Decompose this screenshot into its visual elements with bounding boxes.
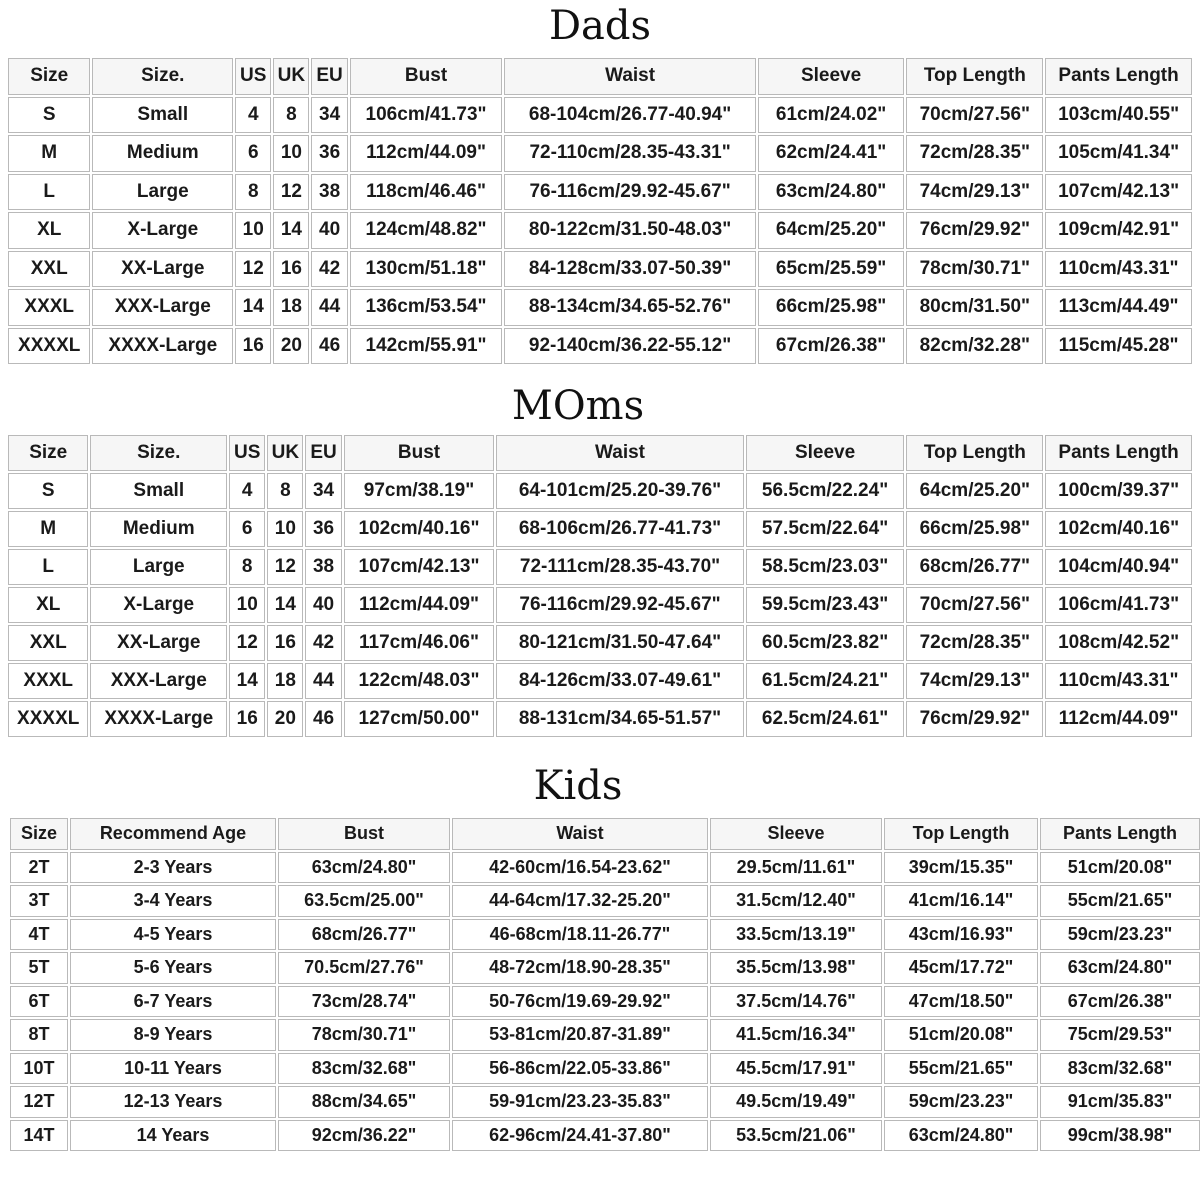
table-cell: 66cm/25.98"	[906, 511, 1043, 547]
table-cell: 66cm/25.98"	[758, 289, 905, 326]
table-row	[8, 289, 1192, 326]
table-cell: 63cm/24.80"	[1040, 952, 1200, 984]
table-cell: 6-7 Years	[70, 986, 276, 1018]
table-cell: 4T	[10, 919, 68, 951]
table-cell: 44	[311, 289, 347, 326]
column-header: Sleeve	[710, 818, 882, 850]
table-cell: 36	[305, 511, 341, 547]
table-cell: 16	[229, 701, 265, 737]
table-cell: 48-72cm/18.90-28.35"	[452, 952, 708, 984]
table-row	[10, 1120, 1200, 1152]
table-cell: 102cm/40.16"	[344, 511, 495, 547]
dads-title: Dads	[548, 3, 652, 49]
moms-size-table	[6, 433, 1194, 739]
table-cell: 14	[267, 587, 303, 623]
table-cell: X-Large	[92, 212, 233, 249]
table-cell: 8	[229, 549, 265, 585]
table-cell: 142cm/55.91"	[350, 328, 503, 365]
table-cell: Medium	[92, 135, 233, 172]
table-cell: X-Large	[90, 587, 227, 623]
table-cell: 76-116cm/29.92-45.67"	[496, 587, 743, 623]
table-cell: 43cm/16.93"	[884, 919, 1038, 951]
table-cell: XXX-Large	[92, 289, 233, 326]
table-cell: 10	[229, 587, 265, 623]
table-row	[10, 885, 1200, 917]
table-cell: 6	[235, 135, 271, 172]
table-cell: 68-104cm/26.77-40.94"	[504, 97, 755, 134]
table-cell: 44-64cm/17.32-25.20"	[452, 885, 708, 917]
column-header: Sleeve	[758, 58, 905, 95]
table-cell: 5T	[10, 952, 68, 984]
table-cell: XXXX-Large	[90, 701, 227, 737]
column-header: UK	[267, 435, 303, 471]
table-cell: 36	[311, 135, 347, 172]
table-cell: Small	[90, 473, 227, 509]
table-cell: 115cm/45.28"	[1045, 328, 1192, 365]
table-cell: 64cm/25.20"	[758, 212, 905, 249]
column-header: Top Length	[906, 435, 1043, 471]
table-cell: 72-110cm/28.35-43.31"	[504, 135, 755, 172]
table-row	[8, 549, 1192, 585]
table-cell: 106cm/41.73"	[350, 97, 503, 134]
table-cell: 63cm/24.80"	[278, 852, 450, 884]
table-cell: 110cm/43.31"	[1045, 663, 1192, 699]
table-cell: 46	[305, 701, 341, 737]
table-cell: 20	[273, 328, 309, 365]
table-cell: 55cm/21.65"	[1040, 885, 1200, 917]
table-cell: 12	[273, 174, 309, 211]
table-cell: 59cm/23.23"	[884, 1086, 1038, 1118]
table-cell: 63.5cm/25.00"	[278, 885, 450, 917]
table-cell: 88cm/34.65"	[278, 1086, 450, 1118]
table-cell: 118cm/46.46"	[350, 174, 503, 211]
table-cell: XL	[8, 587, 88, 623]
table-cell: 14	[235, 289, 271, 326]
table-cell: XXL	[8, 251, 90, 288]
table-row	[8, 174, 1192, 211]
table-cell: 38	[311, 174, 347, 211]
table-cell: M	[8, 511, 88, 547]
table-cell: 56-86cm/22.05-33.86"	[452, 1053, 708, 1085]
table-cell: 12T	[10, 1086, 68, 1118]
table-cell: 72-111cm/28.35-43.70"	[496, 549, 743, 585]
table-cell: 76-116cm/29.92-45.67"	[504, 174, 755, 211]
table-cell: 70cm/27.56"	[906, 587, 1043, 623]
table-cell: 88-134cm/34.65-52.76"	[504, 289, 755, 326]
table-cell: 99cm/38.98"	[1040, 1120, 1200, 1152]
table-cell: 5-6 Years	[70, 952, 276, 984]
table-cell: 3-4 Years	[70, 885, 276, 917]
table-cell: 8-9 Years	[70, 1019, 276, 1051]
column-header: Top Length	[906, 58, 1043, 95]
table-row	[8, 251, 1192, 288]
table-cell: 14	[273, 212, 309, 249]
table-row	[8, 701, 1192, 737]
table-cell: S	[8, 473, 88, 509]
table-cell: 70cm/27.56"	[906, 97, 1043, 134]
table-cell: 80-121cm/31.50-47.64"	[496, 625, 743, 661]
table-cell: XXX-Large	[90, 663, 227, 699]
table-cell: 74cm/29.13"	[906, 174, 1043, 211]
table-cell: 68cm/26.77"	[906, 549, 1043, 585]
table-cell: 59.5cm/23.43"	[746, 587, 905, 623]
table-cell: 102cm/40.16"	[1045, 511, 1192, 547]
table-cell: 110cm/43.31"	[1045, 251, 1192, 288]
table-cell: 68cm/26.77"	[278, 919, 450, 951]
table-cell: L	[8, 549, 88, 585]
table-cell: 50-76cm/19.69-29.92"	[452, 986, 708, 1018]
table-row	[10, 1019, 1200, 1051]
column-header: Bust	[344, 435, 495, 471]
table-cell: 122cm/48.03"	[344, 663, 495, 699]
moms-header-row	[8, 435, 1192, 471]
table-cell: XXXX-Large	[92, 328, 233, 365]
kids-size-table	[8, 816, 1200, 1153]
column-header: Size	[8, 435, 88, 471]
table-cell: 3T	[10, 885, 68, 917]
table-cell: 39cm/15.35"	[884, 852, 1038, 884]
table-cell: XX-Large	[90, 625, 227, 661]
table-row	[8, 473, 1192, 509]
table-cell: Medium	[90, 511, 227, 547]
table-cell: 82cm/32.28"	[906, 328, 1043, 365]
table-cell: 59cm/23.23"	[1040, 919, 1200, 951]
table-cell: 40	[311, 212, 347, 249]
table-cell: Large	[90, 549, 227, 585]
table-cell: 100cm/39.37"	[1045, 473, 1192, 509]
column-header: Size	[8, 58, 90, 95]
table-cell: 108cm/42.52"	[1045, 625, 1192, 661]
table-cell: 20	[267, 701, 303, 737]
table-row	[10, 1053, 1200, 1085]
table-cell: 72cm/28.35"	[906, 135, 1043, 172]
table-cell: 60.5cm/23.82"	[746, 625, 905, 661]
table-cell: 80-122cm/31.50-48.03"	[504, 212, 755, 249]
table-cell: 62cm/24.41"	[758, 135, 905, 172]
column-header: Recommend Age	[70, 818, 276, 850]
table-cell: 105cm/41.34"	[1045, 135, 1192, 172]
table-cell: 75cm/29.53"	[1040, 1019, 1200, 1051]
table-cell: 31.5cm/12.40"	[710, 885, 882, 917]
table-cell: 112cm/44.09"	[344, 587, 495, 623]
table-cell: 107cm/42.13"	[1045, 174, 1192, 211]
column-header: US	[229, 435, 265, 471]
table-cell: 91cm/35.83"	[1040, 1086, 1200, 1118]
table-cell: 14	[229, 663, 265, 699]
table-cell: 62-96cm/24.41-37.80"	[452, 1120, 708, 1152]
column-header: EU	[311, 58, 347, 95]
column-header: Pants Length	[1040, 818, 1200, 850]
column-header: Waist	[496, 435, 743, 471]
table-cell: 16	[235, 328, 271, 365]
table-cell: 112cm/44.09"	[350, 135, 503, 172]
table-cell: XXXL	[8, 289, 90, 326]
table-cell: 29.5cm/11.61"	[710, 852, 882, 884]
dads-size-table	[6, 56, 1194, 366]
table-cell: Small	[92, 97, 233, 134]
table-cell: 92cm/36.22"	[278, 1120, 450, 1152]
table-cell: 33.5cm/13.19"	[710, 919, 882, 951]
table-cell: 49.5cm/19.49"	[710, 1086, 882, 1118]
table-cell: 88-131cm/34.65-51.57"	[496, 701, 743, 737]
table-cell: 61cm/24.02"	[758, 97, 905, 134]
column-header: Bust	[278, 818, 450, 850]
column-header: EU	[305, 435, 341, 471]
column-header: Top Length	[884, 818, 1038, 850]
table-cell: 2-3 Years	[70, 852, 276, 884]
table-cell: 40	[305, 587, 341, 623]
table-row	[8, 625, 1192, 661]
table-cell: 46-68cm/18.11-26.77"	[452, 919, 708, 951]
column-header: Pants Length	[1045, 435, 1192, 471]
column-header: Size	[10, 818, 68, 850]
table-cell: 34	[305, 473, 341, 509]
table-cell: 4-5 Years	[70, 919, 276, 951]
table-row	[8, 212, 1192, 249]
table-cell: 107cm/42.13"	[344, 549, 495, 585]
table-cell: M	[8, 135, 90, 172]
table-cell: 38	[305, 549, 341, 585]
column-header: Sleeve	[746, 435, 905, 471]
table-row	[10, 986, 1200, 1018]
table-cell: 117cm/46.06"	[344, 625, 495, 661]
table-cell: 53.5cm/21.06"	[710, 1120, 882, 1152]
table-cell: 130cm/51.18"	[350, 251, 503, 288]
table-cell: 46	[311, 328, 347, 365]
table-row	[8, 511, 1192, 547]
table-cell: 41cm/16.14"	[884, 885, 1038, 917]
table-cell: XXL	[8, 625, 88, 661]
column-header: Pants Length	[1045, 58, 1192, 95]
table-row	[10, 919, 1200, 951]
table-row	[10, 1086, 1200, 1118]
table-cell: XXXXL	[8, 701, 88, 737]
table-cell: XL	[8, 212, 90, 249]
table-cell: 47cm/18.50"	[884, 986, 1038, 1018]
column-header: Waist	[452, 818, 708, 850]
column-header: US	[235, 58, 271, 95]
table-cell: 59-91cm/23.23-35.83"	[452, 1086, 708, 1118]
table-cell: 53-81cm/20.87-31.89"	[452, 1019, 708, 1051]
table-cell: 84-126cm/33.07-49.61"	[496, 663, 743, 699]
table-cell: L	[8, 174, 90, 211]
table-cell: 45.5cm/17.91"	[710, 1053, 882, 1085]
table-cell: 84-128cm/33.07-50.39"	[504, 251, 755, 288]
table-cell: 45cm/17.72"	[884, 952, 1038, 984]
table-cell: 12	[229, 625, 265, 661]
table-cell: 72cm/28.35"	[906, 625, 1043, 661]
table-cell: 62.5cm/24.61"	[746, 701, 905, 737]
table-cell: 127cm/50.00"	[344, 701, 495, 737]
table-cell: 83cm/32.68"	[1040, 1053, 1200, 1085]
table-cell: 109cm/42.91"	[1045, 212, 1192, 249]
table-cell: 4	[235, 97, 271, 134]
table-cell: 6	[229, 511, 265, 547]
table-cell: 8	[267, 473, 303, 509]
table-cell: 63cm/24.80"	[758, 174, 905, 211]
table-cell: 113cm/44.49"	[1045, 289, 1192, 326]
table-cell: 103cm/40.55"	[1045, 97, 1192, 134]
table-cell: 18	[273, 289, 309, 326]
table-cell: 57.5cm/22.64"	[746, 511, 905, 547]
column-header: Bust	[350, 58, 503, 95]
table-cell: 16	[267, 625, 303, 661]
table-cell: 10-11 Years	[70, 1053, 276, 1085]
table-cell: 42	[311, 251, 347, 288]
table-cell: 10T	[10, 1053, 68, 1085]
column-header: Size.	[92, 58, 233, 95]
table-row	[8, 663, 1192, 699]
table-cell: 106cm/41.73"	[1045, 587, 1192, 623]
table-row	[10, 852, 1200, 884]
table-cell: 74cm/29.13"	[906, 663, 1043, 699]
table-cell: 58.5cm/23.03"	[746, 549, 905, 585]
table-cell: 56.5cm/22.24"	[746, 473, 905, 509]
table-cell: 83cm/32.68"	[278, 1053, 450, 1085]
table-cell: 8	[235, 174, 271, 211]
table-cell: 18	[267, 663, 303, 699]
table-cell: 8	[273, 97, 309, 134]
table-cell: 76cm/29.92"	[906, 701, 1043, 737]
table-cell: 16	[273, 251, 309, 288]
table-cell: 124cm/48.82"	[350, 212, 503, 249]
kids-title: Kids	[533, 763, 623, 809]
table-cell: 51cm/20.08"	[884, 1019, 1038, 1051]
table-cell: 64-101cm/25.20-39.76"	[496, 473, 743, 509]
table-cell: 12	[235, 251, 271, 288]
table-cell: 67cm/26.38"	[1040, 986, 1200, 1018]
table-cell: 10	[235, 212, 271, 249]
table-cell: 136cm/53.54"	[350, 289, 503, 326]
table-cell: 63cm/24.80"	[884, 1120, 1038, 1152]
table-cell: XX-Large	[92, 251, 233, 288]
table-cell: 44	[305, 663, 341, 699]
table-cell: 37.5cm/14.76"	[710, 986, 882, 1018]
table-cell: 65cm/25.59"	[758, 251, 905, 288]
column-header: Waist	[504, 58, 755, 95]
moms-title: MOms	[511, 383, 645, 429]
table-cell: 78cm/30.71"	[278, 1019, 450, 1051]
table-cell: 97cm/38.19"	[344, 473, 495, 509]
table-cell: 34	[311, 97, 347, 134]
table-cell: 42-60cm/16.54-23.62"	[452, 852, 708, 884]
dads-header-row	[8, 58, 1192, 95]
table-cell: 6T	[10, 986, 68, 1018]
table-cell: 64cm/25.20"	[906, 473, 1043, 509]
table-cell: 14 Years	[70, 1120, 276, 1152]
table-cell: 68-106cm/26.77-41.73"	[496, 511, 743, 547]
column-header: Size.	[90, 435, 227, 471]
table-cell: 112cm/44.09"	[1045, 701, 1192, 737]
table-cell: 80cm/31.50"	[906, 289, 1043, 326]
table-cell: 70.5cm/27.76"	[278, 952, 450, 984]
table-cell: 42	[305, 625, 341, 661]
table-cell: S	[8, 97, 90, 134]
table-cell: 4	[229, 473, 265, 509]
table-cell: Large	[92, 174, 233, 211]
column-header: UK	[273, 58, 309, 95]
table-cell: 76cm/29.92"	[906, 212, 1043, 249]
table-row	[8, 328, 1192, 365]
table-cell: 10	[273, 135, 309, 172]
table-cell: 10	[267, 511, 303, 547]
table-cell: XXXXL	[8, 328, 90, 365]
table-cell: 12	[267, 549, 303, 585]
table-row	[8, 97, 1192, 134]
table-cell: 73cm/28.74"	[278, 986, 450, 1018]
table-row	[10, 952, 1200, 984]
table-cell: 55cm/21.65"	[884, 1053, 1038, 1085]
table-cell: 61.5cm/24.21"	[746, 663, 905, 699]
table-cell: 51cm/20.08"	[1040, 852, 1200, 884]
table-cell: 104cm/40.94"	[1045, 549, 1192, 585]
table-cell: 35.5cm/13.98"	[710, 952, 882, 984]
table-cell: 92-140cm/36.22-55.12"	[504, 328, 755, 365]
kids-header-row	[10, 818, 1200, 850]
table-cell: 67cm/26.38"	[758, 328, 905, 365]
table-cell: 2T	[10, 852, 68, 884]
table-cell: 8T	[10, 1019, 68, 1051]
table-cell: 14T	[10, 1120, 68, 1152]
table-cell: XXXL	[8, 663, 88, 699]
table-cell: 12-13 Years	[70, 1086, 276, 1118]
table-row	[8, 135, 1192, 172]
table-cell: 78cm/30.71"	[906, 251, 1043, 288]
table-row	[8, 587, 1192, 623]
table-cell: 41.5cm/16.34"	[710, 1019, 882, 1051]
